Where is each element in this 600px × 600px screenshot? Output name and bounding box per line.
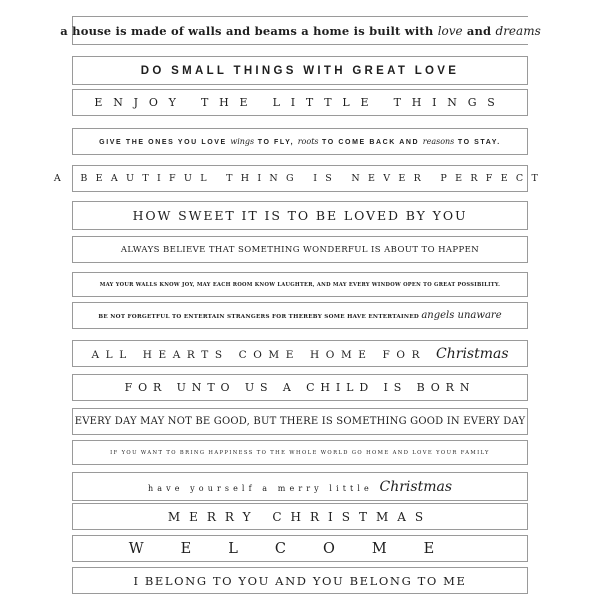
quote-strip [72,535,528,562]
script-word: dreams [495,23,541,38]
quote-phrase: TO COME BACK AND [318,139,423,146]
quote-strip [53,165,547,192]
quote-strip [72,272,528,297]
quote-strip [72,472,528,501]
quote-strip [72,503,528,530]
quote-text: DO SMALL THINGS WITH GREAT LOVE [140,64,460,77]
script-word: Christmas [379,478,453,495]
script-word: wings [230,137,255,146]
quote-text [99,137,501,146]
quote-text: MERRY CHRISTMAS [167,509,433,524]
quote-strip [72,440,528,465]
quote-strip [72,340,528,367]
quote-strip [72,236,528,263]
quote-strip [72,89,528,116]
quote-text: FOR UNTO US A CHILD IS BORN [124,381,476,394]
quote-text: EVERY DAY MAY NOT BE GOOD, BUT THERE IS SOMETHING GOOD IN EVERY DAY [74,416,526,427]
quote-text: I BELONG TO YOU AND YOU BELONG TO ME [133,573,467,588]
quote-strip [72,201,528,230]
quote-text: ALWAYS BELIEVE THAT SOMETHING WONDERFUL IS ABOUT TO HAPPEN [120,244,480,255]
script-word: angels unaware [421,310,502,321]
quote-phrase: BE NOT FORGETFUL TO ENTERTAIN STRANGERS FOR THEREBY SOME HAVE ENTERTAINED [98,314,422,320]
quote-phrase: have yourself a merry little [147,483,380,493]
quote-text: MAY YOUR WALLS KNOW JOY, MAY EACH ROOM KNOW LAUGHTER, AND MAY EVERY WINDOW OPEN TO GREAT POSSIBILITY. [99,281,501,288]
quote-phrase: GIVE THE ONES YOU LOVE [99,139,231,146]
quote-strip [72,302,528,329]
script-word: Christmas [436,345,509,362]
quote-phrase: ALL HEARTS COME HOME FOR [91,348,437,361]
quote-phrase: and [462,23,496,38]
quote-text [148,479,452,495]
quote-text [91,346,508,362]
script-word: love [437,23,463,38]
quote-strip [72,128,528,155]
quote-text: A BEAUTIFUL THING IS NEVER PERFECT [53,173,547,184]
quote-phrase: TO STAY. [454,139,501,146]
quote-text [98,310,501,321]
quote-text [60,24,540,38]
quote-strip [72,567,528,594]
quote-strip [72,408,528,435]
quote-text: ENJOY THE LITTLE THINGS [94,96,506,109]
script-word: roots [297,137,319,146]
quote-strip [72,56,528,85]
quote-strip [60,16,541,45]
quote-text: WELCOME [128,540,472,557]
quote-phrase: a house is made of walls and beams a home is built with [60,23,438,38]
script-word: reasons [422,137,455,146]
quote-text: IF YOU WANT TO BRING HAPPINESS TO THE WHOLE WORLD GO HOME AND LOVE YOUR FAMILY [110,449,490,456]
quote-text: HOW SWEET IT IS TO BE LOVED BY YOU [132,208,468,223]
quote-phrase: TO FLY, [254,139,298,146]
quote-strip [72,374,528,401]
